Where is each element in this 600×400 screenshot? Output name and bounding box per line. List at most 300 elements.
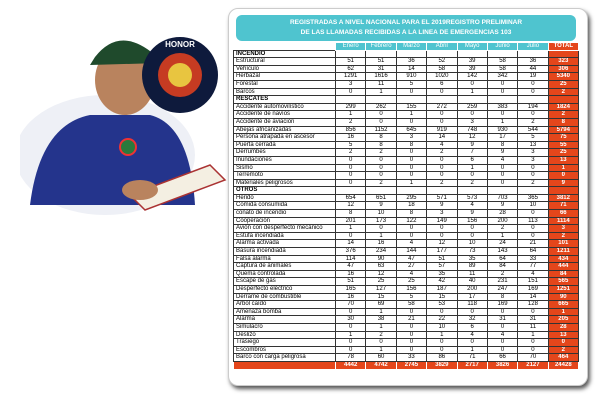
- table-cell: 8: [366, 134, 396, 142]
- table-cell: 1: [366, 346, 396, 354]
- empty-cell: [548, 50, 578, 58]
- table-cell: 1020: [427, 73, 457, 81]
- table-cell: 0: [487, 172, 517, 180]
- table-cell: 544: [518, 126, 548, 134]
- table-cell: 365: [518, 194, 548, 202]
- table-cell: 31: [366, 65, 396, 73]
- table-cell: 0: [427, 111, 457, 119]
- table-row: [234, 134, 579, 142]
- table-cell: 0: [396, 156, 426, 164]
- table-cell: 1: [336, 111, 366, 119]
- table-cell: 39: [457, 58, 487, 66]
- table-cell: 0: [366, 339, 396, 347]
- totals-row: [234, 361, 579, 369]
- table-cell: 3: [518, 149, 548, 157]
- table-cell: 0: [457, 111, 487, 119]
- table-cell: 0: [366, 225, 396, 233]
- empty-cell: [487, 50, 517, 58]
- table-cell: 16: [366, 240, 396, 248]
- table-cell: 13: [548, 331, 578, 339]
- table-cell: 2717: [457, 361, 487, 369]
- column-header: Febrero: [366, 43, 396, 51]
- table-cell: Falsa alarma: [234, 255, 336, 263]
- table-cell: 127: [366, 286, 396, 294]
- table-cell: 42: [427, 278, 457, 286]
- table-cell: 0: [518, 88, 548, 96]
- table-row: [234, 225, 579, 233]
- table-cell: 1: [518, 331, 548, 339]
- table-cell: Captura de animales: [234, 263, 336, 271]
- table-cell: 14: [336, 240, 366, 248]
- table-cell: 262: [366, 103, 396, 111]
- table-cell: 8: [548, 118, 578, 126]
- table-cell: 0: [336, 88, 366, 96]
- title-line-2: DE LAS LLAMADAS RECIBIDAS A LA LINEA DE EMERGENCIAS 103: [300, 29, 512, 36]
- table-cell: 376: [336, 248, 366, 256]
- empty-cell: [548, 96, 578, 104]
- table-cell: 9: [366, 202, 396, 210]
- table-cell: 1: [427, 331, 457, 339]
- table-cell: 4: [487, 331, 517, 339]
- table-cell: 205: [548, 316, 578, 324]
- table-cell: 1616: [366, 73, 396, 81]
- table-cell: 165: [336, 286, 366, 294]
- table-cell: 28: [487, 210, 517, 218]
- table-cell: 0: [518, 232, 548, 240]
- table-row: [234, 293, 579, 301]
- table-cell: 0: [518, 225, 548, 233]
- table-cell: 0: [396, 149, 426, 157]
- table-cell: 90: [548, 293, 578, 301]
- table-cell: 703: [487, 194, 517, 202]
- table-row: [234, 172, 579, 180]
- table-cell: 5340: [548, 73, 578, 81]
- table-row: [234, 316, 579, 324]
- table-row: [234, 103, 579, 111]
- table-cell: 3812: [548, 194, 578, 202]
- table-cell: 2: [336, 118, 366, 126]
- table-cell: 1: [396, 111, 426, 119]
- table-cell: 2: [366, 179, 396, 187]
- table-cell: 66: [548, 210, 578, 218]
- table-cell: 14: [427, 134, 457, 142]
- table-cell: 1: [487, 118, 517, 126]
- table-cell: Inundaciones: [234, 156, 336, 164]
- table-cell: Árbol caído: [234, 301, 336, 309]
- table-cell: Trasiego: [234, 339, 336, 347]
- table-cell: 930: [487, 126, 517, 134]
- table-cell: 36: [518, 58, 548, 66]
- table-cell: 0: [336, 339, 366, 347]
- table-cell: 151: [518, 278, 548, 286]
- table-cell: 645: [396, 126, 426, 134]
- table-cell: 10: [518, 202, 548, 210]
- table-cell: Forestal: [234, 80, 336, 88]
- table-cell: 2: [366, 149, 396, 157]
- table-cell: 444: [548, 263, 578, 271]
- table-cell: 2: [518, 179, 548, 187]
- table-cell: Abejas africanizadas: [234, 126, 336, 134]
- table-cell: 200: [457, 286, 487, 294]
- table-cell: Sismo: [234, 164, 336, 172]
- table-cell: 14: [396, 65, 426, 73]
- title-line-1: REGISTRADAS A NIVEL NACIONAL PARA EL 2019REGISTRO PRELIMINAR: [289, 19, 523, 26]
- table-cell: 12: [366, 270, 396, 278]
- table-cell: 0: [457, 339, 487, 347]
- table-cell: 0: [366, 164, 396, 172]
- table-cell: Herido: [234, 194, 336, 202]
- table-cell: 32: [457, 316, 487, 324]
- table-cell: 70: [518, 354, 548, 362]
- empty-cell: [457, 96, 487, 104]
- table-cell: 3: [518, 156, 548, 164]
- table-cell: 15: [427, 293, 457, 301]
- table-cell: 1: [336, 225, 366, 233]
- table-cell: 89: [457, 263, 487, 271]
- badge-text: HONOR: [165, 40, 195, 49]
- table-cell: 36: [396, 58, 426, 66]
- table-cell: 0: [518, 210, 548, 218]
- table-cell: 62: [336, 65, 366, 73]
- table-cell: 0: [518, 80, 548, 88]
- table-cell: 51: [336, 278, 366, 286]
- table-cell: 6: [457, 156, 487, 164]
- column-header: Julio: [518, 43, 548, 51]
- table-cell: 7: [457, 149, 487, 157]
- table-row: [234, 88, 579, 96]
- table-cell: 1824: [548, 103, 578, 111]
- table-cell: 1: [366, 323, 396, 331]
- table-cell: 1: [457, 164, 487, 172]
- table-cell: Avión con desperfecto mecánico: [234, 225, 336, 233]
- table-cell: 0: [366, 111, 396, 119]
- column-header: Marzo: [396, 43, 426, 51]
- empty-cell: [457, 50, 487, 58]
- table-cell: 39: [457, 65, 487, 73]
- table-cell: 2: [457, 179, 487, 187]
- table-cell: 8: [336, 210, 366, 218]
- table-cell: 101: [548, 240, 578, 248]
- table-cell: 9: [487, 202, 517, 210]
- table-cell: 748: [457, 126, 487, 134]
- table-cell: 58: [396, 301, 426, 309]
- table-cell: 1211: [548, 248, 578, 256]
- table-cell: 13: [548, 156, 578, 164]
- table-cell: 21: [396, 316, 426, 324]
- table-cell: 0: [336, 308, 366, 316]
- table-cell: 33: [518, 255, 548, 263]
- table-cell: 1: [336, 331, 366, 339]
- table-cell: 156: [457, 217, 487, 225]
- table-cell: 33: [396, 354, 426, 362]
- table-row: [234, 58, 579, 66]
- table-cell: [234, 361, 336, 369]
- table-cell: 306: [548, 65, 578, 73]
- section-header-row: [234, 50, 579, 58]
- table-cell: 16: [336, 270, 366, 278]
- column-header: Mayo: [457, 43, 487, 51]
- table-cell: Estructural: [234, 58, 336, 66]
- table-cell: 143: [487, 248, 517, 256]
- table-cell: 9: [548, 179, 578, 187]
- table-cell: 0: [457, 172, 487, 180]
- table-cell: Cooperación: [234, 217, 336, 225]
- table-cell: 342: [487, 73, 517, 81]
- table-cell: 11: [366, 80, 396, 88]
- table-cell: 70: [336, 301, 366, 309]
- table-cell: 0: [518, 339, 548, 347]
- table-cell: 1: [457, 346, 487, 354]
- table-cell: 17: [457, 293, 487, 301]
- table-cell: 3829: [427, 361, 457, 369]
- table-cell: 0: [396, 164, 426, 172]
- table-cell: 1251: [548, 286, 578, 294]
- empty-cell: [396, 50, 426, 58]
- table-cell: 9: [457, 141, 487, 149]
- table-cell: 0: [487, 88, 517, 96]
- table-cell: 200: [487, 217, 517, 225]
- empty-cell: [396, 187, 426, 195]
- table-cell: 27: [396, 263, 426, 271]
- table-cell: 464: [548, 354, 578, 362]
- table-cell: 2: [518, 118, 548, 126]
- table-cell: 1: [548, 164, 578, 172]
- table-cell: 22: [427, 316, 457, 324]
- table-row: [234, 232, 579, 240]
- table-cell: 18: [396, 202, 426, 210]
- table-cell: 24428: [548, 361, 578, 369]
- table-cell: 114: [336, 255, 366, 263]
- empty-cell: [518, 187, 548, 195]
- table-cell: 12: [427, 240, 457, 248]
- table-cell: 0: [427, 88, 457, 96]
- table-cell: 47: [336, 263, 366, 271]
- empty-cell: [366, 50, 396, 58]
- table-cell: 8: [366, 141, 396, 149]
- table-cell: 17: [487, 134, 517, 142]
- table-cell: 0: [518, 346, 548, 354]
- table-cell: 5: [518, 134, 548, 142]
- table-cell: 11: [518, 323, 548, 331]
- table-cell: 0: [487, 346, 517, 354]
- table-cell: Materiales peligrosos: [234, 179, 336, 187]
- table-cell: 57: [427, 263, 457, 271]
- table-cell: 5: [396, 293, 426, 301]
- table-row: [234, 323, 579, 331]
- table-cell: 25: [396, 278, 426, 286]
- table-cell: 0: [336, 172, 366, 180]
- header-row: [234, 43, 579, 51]
- table-cell: 1: [487, 232, 517, 240]
- table-cell: Persona atrapada en ascesor: [234, 134, 336, 142]
- table-row: [234, 339, 579, 347]
- table-cell: 434: [548, 255, 578, 263]
- empty-cell: [366, 187, 396, 195]
- table-cell: 0: [487, 111, 517, 119]
- table-cell: conato de incendio: [234, 210, 336, 218]
- table-cell: INCENDIO: [234, 50, 336, 58]
- table-row: [234, 164, 579, 172]
- table-cell: 1: [548, 308, 578, 316]
- table-cell: 12: [336, 202, 366, 210]
- table-cell: 2: [427, 179, 457, 187]
- table-cell: 1291: [336, 73, 366, 81]
- table-cell: 0: [396, 232, 426, 240]
- table-cell: 0: [396, 346, 426, 354]
- table-cell: 0: [336, 179, 366, 187]
- table-cell: 10: [427, 323, 457, 331]
- table-row: [234, 255, 579, 263]
- table-cell: 25: [548, 149, 578, 157]
- table-cell: 0: [336, 323, 366, 331]
- table-title: [236, 15, 576, 41]
- table-cell: 856: [336, 126, 366, 134]
- table-cell: 0: [396, 225, 426, 233]
- table-cell: 55: [548, 141, 578, 149]
- table-cell: 149: [427, 217, 457, 225]
- table-cell: Quema controlada: [234, 270, 336, 278]
- table-cell: 0: [487, 164, 517, 172]
- empty-cell: [396, 96, 426, 104]
- table-cell: 66: [487, 354, 517, 362]
- table-cell: 47: [396, 255, 426, 263]
- table-cell: 0: [457, 232, 487, 240]
- table-cell: 0: [336, 156, 366, 164]
- table-cell: 0: [487, 308, 517, 316]
- table-cell: RESCATES: [234, 96, 336, 104]
- table-cell: 0: [396, 331, 426, 339]
- table-cell: 2: [487, 270, 517, 278]
- table-cell: 122: [396, 217, 426, 225]
- table-cell: 1: [366, 232, 396, 240]
- table-cell: Puerta cerrada: [234, 141, 336, 149]
- table-cell: 651: [366, 194, 396, 202]
- column-header: TOTAL: [548, 43, 578, 51]
- empty-cell: [366, 96, 396, 104]
- table-cell: 3826: [487, 361, 517, 369]
- table-row: [234, 156, 579, 164]
- table-cell: 15: [366, 293, 396, 301]
- table-cell: 51: [427, 255, 457, 263]
- section-header-row: [234, 187, 579, 195]
- table-cell: 25: [548, 80, 578, 88]
- table-cell: 31: [487, 316, 517, 324]
- table-row: [234, 248, 579, 256]
- table-cell: 201: [336, 217, 366, 225]
- empty-cell: [548, 187, 578, 195]
- column-header: Junio: [487, 43, 517, 51]
- table-row: [234, 331, 579, 339]
- table-cell: 86: [427, 354, 457, 362]
- table-cell: 4742: [366, 361, 396, 369]
- table-cell: 247: [487, 286, 517, 294]
- table-cell: 0: [457, 225, 487, 233]
- table-cell: 19: [518, 73, 548, 81]
- table-cell: 0: [427, 346, 457, 354]
- table-cell: 2: [427, 149, 457, 157]
- table-cell: 40: [457, 278, 487, 286]
- table-cell: 0: [366, 156, 396, 164]
- table-cell: 0: [427, 308, 457, 316]
- table-cell: Escape de gas: [234, 278, 336, 286]
- table-cell: 0: [457, 80, 487, 88]
- table-cell: 0: [336, 232, 366, 240]
- table-cell: 1152: [366, 126, 396, 134]
- table-row: [234, 149, 579, 157]
- table-cell: Barcos: [234, 88, 336, 96]
- table-cell: 4442: [336, 361, 366, 369]
- table-row: [234, 263, 579, 271]
- table-cell: 16: [336, 293, 366, 301]
- table-cell: 118: [457, 301, 487, 309]
- table-row: [234, 118, 579, 126]
- empty-cell: [336, 187, 366, 195]
- table-row: [234, 270, 579, 278]
- table-cell: 2127: [518, 361, 548, 369]
- table-cell: 75: [548, 134, 578, 142]
- table-cell: 0: [457, 308, 487, 316]
- table-cell: 35: [457, 255, 487, 263]
- table-cell: 71: [548, 202, 578, 210]
- table-cell: Deslizo: [234, 331, 336, 339]
- table-cell: 73: [457, 248, 487, 256]
- table-row: [234, 308, 579, 316]
- table-cell: Escombros: [234, 346, 336, 354]
- table-cell: Simulacro: [234, 323, 336, 331]
- table-cell: 84: [487, 263, 517, 271]
- table-cell: 272: [427, 103, 457, 111]
- table-cell: 0: [427, 225, 457, 233]
- table-cell: 4: [427, 141, 457, 149]
- table-cell: 919: [427, 126, 457, 134]
- empty-cell: [487, 96, 517, 104]
- table-cell: 4: [396, 240, 426, 248]
- table-cell: 1: [457, 88, 487, 96]
- table-cell: 323: [548, 58, 578, 66]
- table-cell: 44: [518, 65, 548, 73]
- table-cell: 14: [518, 293, 548, 301]
- table-cell: 3: [396, 134, 426, 142]
- table-cell: 90: [366, 255, 396, 263]
- column-header: Enero: [336, 43, 366, 51]
- table-cell: 2: [487, 225, 517, 233]
- table-cell: 0: [396, 323, 426, 331]
- table-cell: 28: [548, 323, 578, 331]
- empty-cell: [427, 50, 457, 58]
- table-cell: 12: [457, 134, 487, 142]
- table-cell: 10: [457, 240, 487, 248]
- table-cell: 71: [457, 354, 487, 362]
- table-cell: 30: [336, 316, 366, 324]
- table-cell: 565: [548, 278, 578, 286]
- table-cell: OTROS: [234, 187, 336, 195]
- table-cell: 9: [487, 149, 517, 157]
- empty-cell: [457, 187, 487, 195]
- table-cell: 0: [396, 172, 426, 180]
- table-cell: Comida consumida: [234, 202, 336, 210]
- table-cell: 231: [487, 278, 517, 286]
- table-row: [234, 179, 579, 187]
- empty-cell: [487, 187, 517, 195]
- table-cell: 35: [427, 270, 457, 278]
- table-cell: 0: [427, 156, 457, 164]
- table-cell: 78: [336, 354, 366, 362]
- table-cell: Desperfecto eléctrico: [234, 286, 336, 294]
- table-cell: 31: [518, 316, 548, 324]
- column-header: Abril: [427, 43, 457, 51]
- table-cell: 0: [518, 111, 548, 119]
- table-row: [234, 217, 579, 225]
